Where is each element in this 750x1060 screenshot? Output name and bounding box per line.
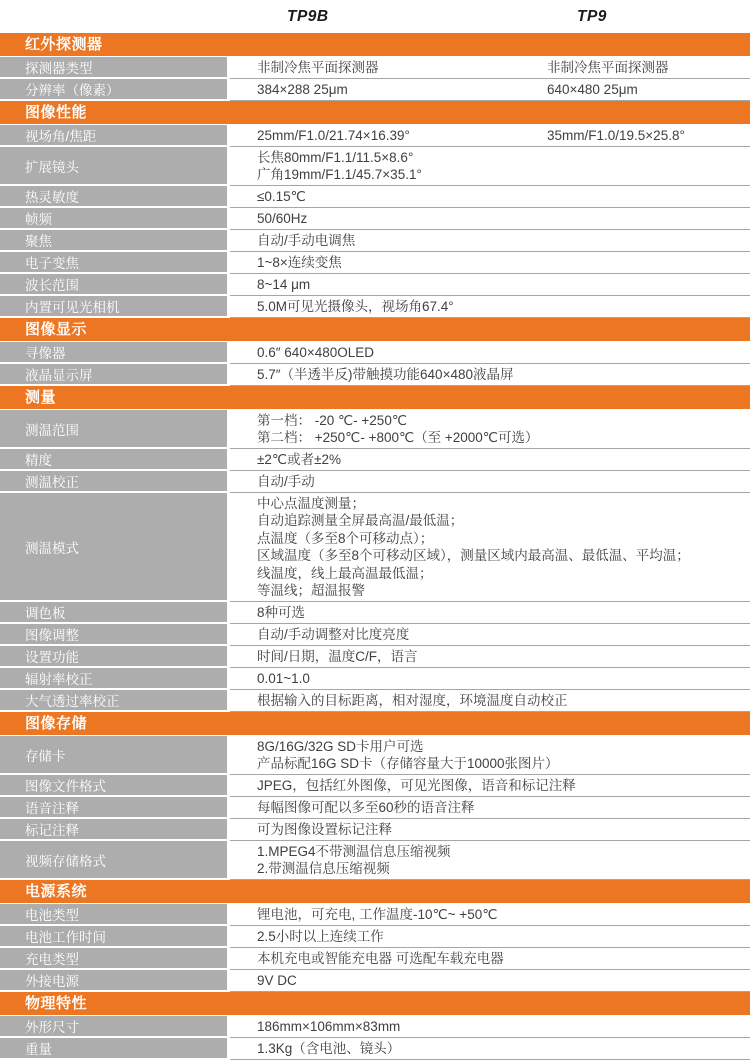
value-line: 长焦80mm/F1.1/11.5×8.6° xyxy=(257,149,414,165)
spec-value xyxy=(230,364,750,386)
spec-label: 图像调整 xyxy=(0,624,227,646)
spec-value xyxy=(230,668,750,690)
spec-value xyxy=(230,410,750,449)
spec-row xyxy=(0,364,750,386)
spec-row xyxy=(0,797,750,819)
spec-label: 测温校正 xyxy=(0,471,227,493)
value-line: JPEG，包括红外图像，可见光图像，语音和标记注释 xyxy=(257,777,576,793)
model-header-row xyxy=(0,0,750,33)
value-line: 区域温度（多至8个可移动区域），测量区域内最高温、最低温、平均温； xyxy=(257,548,690,563)
spec-table xyxy=(0,33,750,1060)
value-line: 线温度，线上最高温最低温； xyxy=(257,565,433,581)
spec-value xyxy=(230,342,750,364)
spec-label: 内置可见光相机 xyxy=(0,296,227,318)
value-line: 2.5小时以上连续工作 xyxy=(257,928,384,944)
spec-label: 调色板 xyxy=(0,602,227,624)
spec-label: 外形尺寸 xyxy=(0,1016,227,1038)
spec-row xyxy=(0,624,750,646)
spec-value xyxy=(230,970,750,992)
spec-label: 探测器类型 xyxy=(0,57,227,79)
spec-value xyxy=(230,208,750,230)
spec-row xyxy=(0,296,750,318)
spec-row xyxy=(0,904,750,926)
value-line: 自动/手动调整对比度亮度 xyxy=(257,626,410,642)
section-band: 图像性能 xyxy=(0,101,750,125)
spec-value xyxy=(230,125,750,147)
spec-row xyxy=(0,342,750,364)
spec-value xyxy=(230,1038,750,1060)
spec-row xyxy=(0,775,750,797)
spec-row xyxy=(0,252,750,274)
spec-label: 寻像器 xyxy=(0,342,227,364)
value-line: 5.0M可见光摄像头，视场角67.4° xyxy=(257,298,454,314)
spec-row xyxy=(0,410,750,449)
spec-label: 存储卡 xyxy=(0,736,227,775)
spec-row xyxy=(0,186,750,208)
value-line: 根据输入的目标距离，相对湿度，环境温度自动校正 xyxy=(257,692,568,708)
spec-row xyxy=(0,841,750,880)
spec-label: 重量 xyxy=(0,1038,227,1060)
value-line: 186mm×106mm×83mm xyxy=(257,1018,401,1034)
value-line: 产品标配16G SD卡（存储容量大于10000张图片） xyxy=(257,756,559,771)
value-line: 50/60Hz xyxy=(257,210,308,226)
value-line: 点温度（多至8个可移动点）； xyxy=(257,530,434,546)
value-col-tp9: 35mm/F1.0/19.5×25.8° xyxy=(547,127,685,143)
spec-label: 电池类型 xyxy=(0,904,227,926)
value-line: 时间/日期，温度C/F，语言 xyxy=(257,648,418,664)
spec-value xyxy=(230,230,750,252)
spec-value xyxy=(230,904,750,926)
spec-value xyxy=(230,624,750,646)
value-line: 自动/手动电调焦 xyxy=(257,232,356,248)
spec-row xyxy=(0,970,750,992)
spec-value xyxy=(230,775,750,797)
spec-label: 大气透过率校正 xyxy=(0,690,227,712)
value-line: 每幅图像可配以多至60秒的语音注释 xyxy=(257,799,475,815)
spec-value xyxy=(230,1016,750,1038)
spec-label: 电子变焦 xyxy=(0,252,227,274)
spec-row xyxy=(0,819,750,841)
spec-value xyxy=(230,690,750,712)
spec-value xyxy=(230,602,750,624)
value-line: 8种可选 xyxy=(257,604,306,620)
section-band: 物理特性 xyxy=(0,992,750,1016)
spec-row xyxy=(0,125,750,147)
spec-value xyxy=(230,948,750,970)
spec-row xyxy=(0,668,750,690)
spec-label: 语音注释 xyxy=(0,797,227,819)
spec-label: 分辨率（像素） xyxy=(0,79,227,101)
value-line: 可为图像设置标记注释 xyxy=(257,821,392,837)
spec-row xyxy=(0,646,750,668)
value-line: 广角19mm/F1.1/45.7×35.1° xyxy=(257,167,422,182)
spec-row xyxy=(0,736,750,775)
value-line: 0.6″ 640×480OLED xyxy=(257,344,374,360)
spec-row xyxy=(0,449,750,471)
spec-label: 视场角/焦距 xyxy=(0,125,227,147)
value-line: 0.01~1.0 xyxy=(257,670,310,686)
value-line: 中心点温度测量； xyxy=(257,495,365,511)
spec-row xyxy=(0,57,750,79)
value-line: 自动/手动 xyxy=(257,473,315,489)
value-line: 第一档： -20 ℃- +250℃ xyxy=(257,412,407,428)
spec-value xyxy=(230,926,750,948)
value-line: 9V DC xyxy=(257,972,297,988)
spec-value xyxy=(230,449,750,471)
spec-row xyxy=(0,79,750,101)
spec-label: 视频存储格式 xyxy=(0,841,227,880)
spec-value xyxy=(230,841,750,880)
spec-value xyxy=(230,274,750,296)
section-band: 测量 xyxy=(0,386,750,410)
spec-row xyxy=(0,147,750,186)
model-name-tp9: TP9 xyxy=(577,8,607,25)
value-col-tp9b: 25mm/F1.0/21.74×16.39° xyxy=(257,127,410,143)
spec-label: 帧频 xyxy=(0,208,227,230)
spec-label: 波长范围 xyxy=(0,274,227,296)
spec-value xyxy=(230,79,750,101)
spec-value xyxy=(230,252,750,274)
value-line: 8G/16G/32G SD卡用户可选 xyxy=(257,738,424,754)
spec-row xyxy=(0,948,750,970)
value-line: ±2℃或者±2% xyxy=(257,451,341,467)
spec-value xyxy=(230,736,750,775)
spec-label: 设置功能 xyxy=(0,646,227,668)
value-line: 1.MPEG4不带测温信息压缩视频 xyxy=(257,843,451,859)
spec-label: 扩展镜头 xyxy=(0,147,227,186)
value-line: 2.带测温信息压缩视频 xyxy=(257,861,390,876)
spec-row xyxy=(0,1038,750,1060)
value-line: 锂电池，可充电, 工作温度-10℃~ +50℃ xyxy=(257,906,498,922)
spec-label: 液晶显示屏 xyxy=(0,364,227,386)
spec-label: 测温范围 xyxy=(0,410,227,449)
spec-label: 精度 xyxy=(0,449,227,471)
spec-value xyxy=(230,797,750,819)
spec-value xyxy=(230,147,750,186)
spec-value xyxy=(230,646,750,668)
spec-label: 充电类型 xyxy=(0,948,227,970)
value-col-tp9b: 非制冷焦平面探测器 xyxy=(257,59,379,75)
spec-value xyxy=(230,471,750,493)
section-band: 电源系统 xyxy=(0,880,750,904)
spec-value xyxy=(230,57,750,79)
value-line: 1.3Kg（含电池、镜头） xyxy=(257,1040,401,1056)
spec-value xyxy=(230,819,750,841)
value-col-tp9: 640×480 25μm xyxy=(547,81,638,97)
value-line: 第二档： +250℃- +800℃（至 +2000℃可选） xyxy=(257,430,539,445)
spec-row xyxy=(0,274,750,296)
value-line: 自动追踪测量全屏最高温/最低温； xyxy=(257,513,464,528)
section-band: 红外探测器 xyxy=(0,33,750,57)
section-band: 图像存储 xyxy=(0,712,750,736)
spec-row xyxy=(0,230,750,252)
section-band: 图像显示 xyxy=(0,318,750,342)
value-line: 8~14 μm xyxy=(257,276,311,292)
value-line: 1~8×连续变焦 xyxy=(257,254,342,270)
spec-row xyxy=(0,493,750,602)
spec-label: 辐射率校正 xyxy=(0,668,227,690)
spec-row xyxy=(0,602,750,624)
spec-value xyxy=(230,186,750,208)
spec-label: 测温模式 xyxy=(0,493,227,602)
spec-row xyxy=(0,208,750,230)
spec-label: 电池工作时间 xyxy=(0,926,227,948)
spec-row xyxy=(0,1016,750,1038)
value-line: 5.7″（半透半反)带触摸功能640×480液晶屏 xyxy=(257,366,514,382)
value-line: 等温线；超温报警 xyxy=(257,583,365,598)
spec-row xyxy=(0,926,750,948)
value-col-tp9b: 384×288 25μm xyxy=(257,81,348,97)
spec-value xyxy=(230,493,750,602)
spec-row xyxy=(0,690,750,712)
spec-row xyxy=(0,471,750,493)
spec-value xyxy=(230,296,750,318)
spec-label: 标记注释 xyxy=(0,819,227,841)
value-line: 本机充电或智能充电器 可选配车载充电器 xyxy=(257,950,504,966)
spec-label: 外接电源 xyxy=(0,970,227,992)
spec-label: 图像文件格式 xyxy=(0,775,227,797)
value-line: ≤0.15℃ xyxy=(257,188,306,204)
spec-label: 热灵敏度 xyxy=(0,186,227,208)
spec-label: 聚焦 xyxy=(0,230,227,252)
value-col-tp9: 非制冷焦平面探测器 xyxy=(547,59,669,75)
model-name-tp9b: TP9B xyxy=(287,8,329,25)
